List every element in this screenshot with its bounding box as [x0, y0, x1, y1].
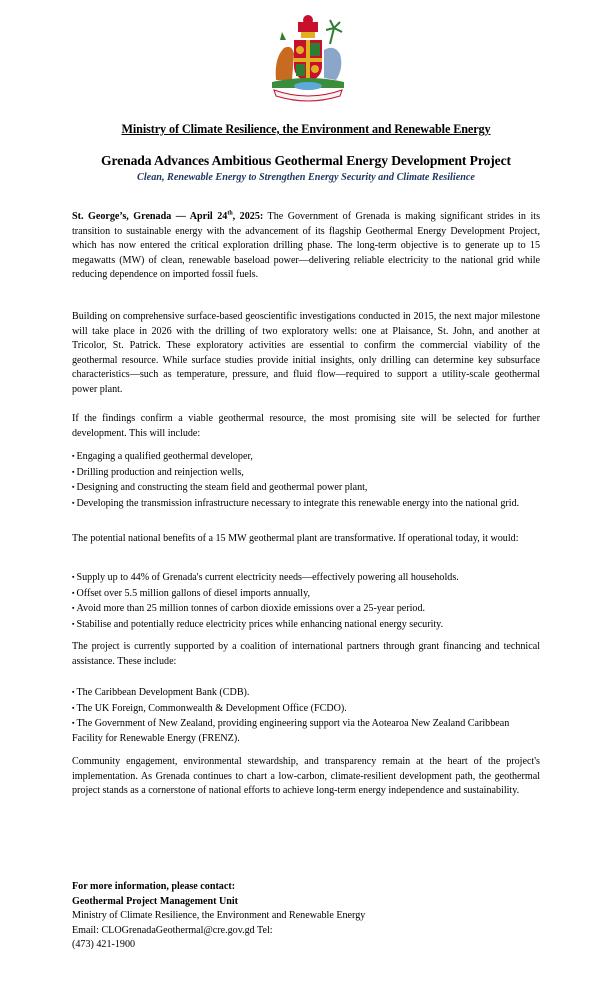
- partners-list: [72, 685, 540, 746]
- intro-text: The Government of Grenada is making significant strides in its transition to sustainable energy with the advancement of its flagship Geothermal Energy Development Project, which has now entered the critical exploration drilling phase. The long-term objective is to generate up to 15 megawatts (MW) of clean, renewable baseload power—delivering reliable electricity to the national grid while reducing dependence on imported fossil fuels.: [72, 211, 540, 281]
- list-item: ▪ Drilling production and reinjection wells,: [72, 465, 540, 481]
- paragraph-benefits: The potential national benefits of a 15 MW geothermal plant are transformative. If operational today, it would:: [72, 533, 519, 544]
- list-item: ▪ Avoid more than 25 million tonnes of carbon dioxide emissions over a 25-year period.: [72, 601, 540, 617]
- list-item: ▪ Engaging a qualified geothermal developer,: [72, 449, 540, 465]
- page-subtitle: Clean, Renewable Energy to Strengthen Energy Security and Climate Resilience: [137, 172, 475, 183]
- development-steps-list: [72, 449, 540, 511]
- list-item: ▪ Developing the transmission infrastructure necessary to integrate this renewable energy into the national grid.: [72, 496, 540, 512]
- paragraph-partners: The project is currently supported by a coalition of international partners through grant financing and technical assistance. These include:: [72, 641, 540, 667]
- benefits-list: [72, 570, 540, 632]
- contact-ministry: Ministry of Climate Resilience, the Environment and Renewable Energy: [72, 910, 366, 922]
- list-item: ▪ The Caribbean Development Bank (CDB).: [72, 685, 540, 701]
- contact-unit: Geothermal Project Management Unit: [72, 895, 239, 907]
- contact-heading: For more information, please contact:: [72, 881, 236, 892]
- list-item: ▪ Supply up to 44% of Grenada's current electricity needs—effectively powering all households.: [72, 570, 540, 586]
- paragraph-drilling: Building on comprehensive surface-based geoscientific investigations conducted in 2015, the next major milestone will take place in 2026 with the drilling of two exploratory wells: one at Plaisance, St. John, and another at Tricolor, St. Patrick. These exploratory activities are essential to confirm the commercial viability of the geothermal resource. While surface studies provide initial insights, only drilling can determine key subsurface characteristics—such as temperature, pressure, and fluid flow—required to support a utility-scale geothermal power plant.: [72, 311, 540, 395]
- contact-email-line: Email: CLOGrenadaGeothermal@cre.gov.gd Tel:: [72, 924, 273, 936]
- paragraph-closing: Community engagement, environmental stewardship, and transparency remain at the heart of the project's implementation. As Grenada continues to chart a low-carbon, climate-resilient development path, the geothermal project stands as a cornerstone of national efforts to achieve long-term energy independence and sustainability.: [72, 756, 540, 797]
- paragraph-intro: [72, 210, 540, 283]
- paragraph-findings: If the findings confirm a viable geothermal resource, the most promising site will be selected for further development. This will include:: [72, 413, 540, 439]
- list-item: ▪ The Government of New Zealand, providing engineering support via the Aotearoa New Zealand Caribbean Facility for Renewable Energy (FRENZ).: [72, 716, 540, 746]
- list-item: ▪ Stabilise and potentially reduce electricity prices while enhancing national energy security.: [72, 617, 540, 633]
- list-item: ▪ The UK Foreign, Commonwealth & Development Office (FCDO).: [72, 701, 540, 717]
- email-link[interactable]: CLOGrenadaGeothermal@cre.gov.gd: [101, 924, 255, 936]
- dateline: St. George’s, Grenada — April 24th, 2025:: [72, 210, 264, 222]
- list-item: ▪ Offset over 5.5 million gallons of diesel imports annually,: [72, 586, 540, 602]
- page-title: Grenada Advances Ambitious Geothermal Energy Development Project: [101, 153, 511, 168]
- ministry-heading: Ministry of Climate Resilience, the Environment and Renewable Energy: [121, 122, 491, 136]
- list-item: ▪ Designing and constructing the steam field and geothermal power plant,: [72, 480, 540, 496]
- coat-of-arms-icon: [268, 10, 348, 102]
- contact-phone: (473) 421-1900: [72, 939, 136, 951]
- contact-block: [72, 880, 540, 953]
